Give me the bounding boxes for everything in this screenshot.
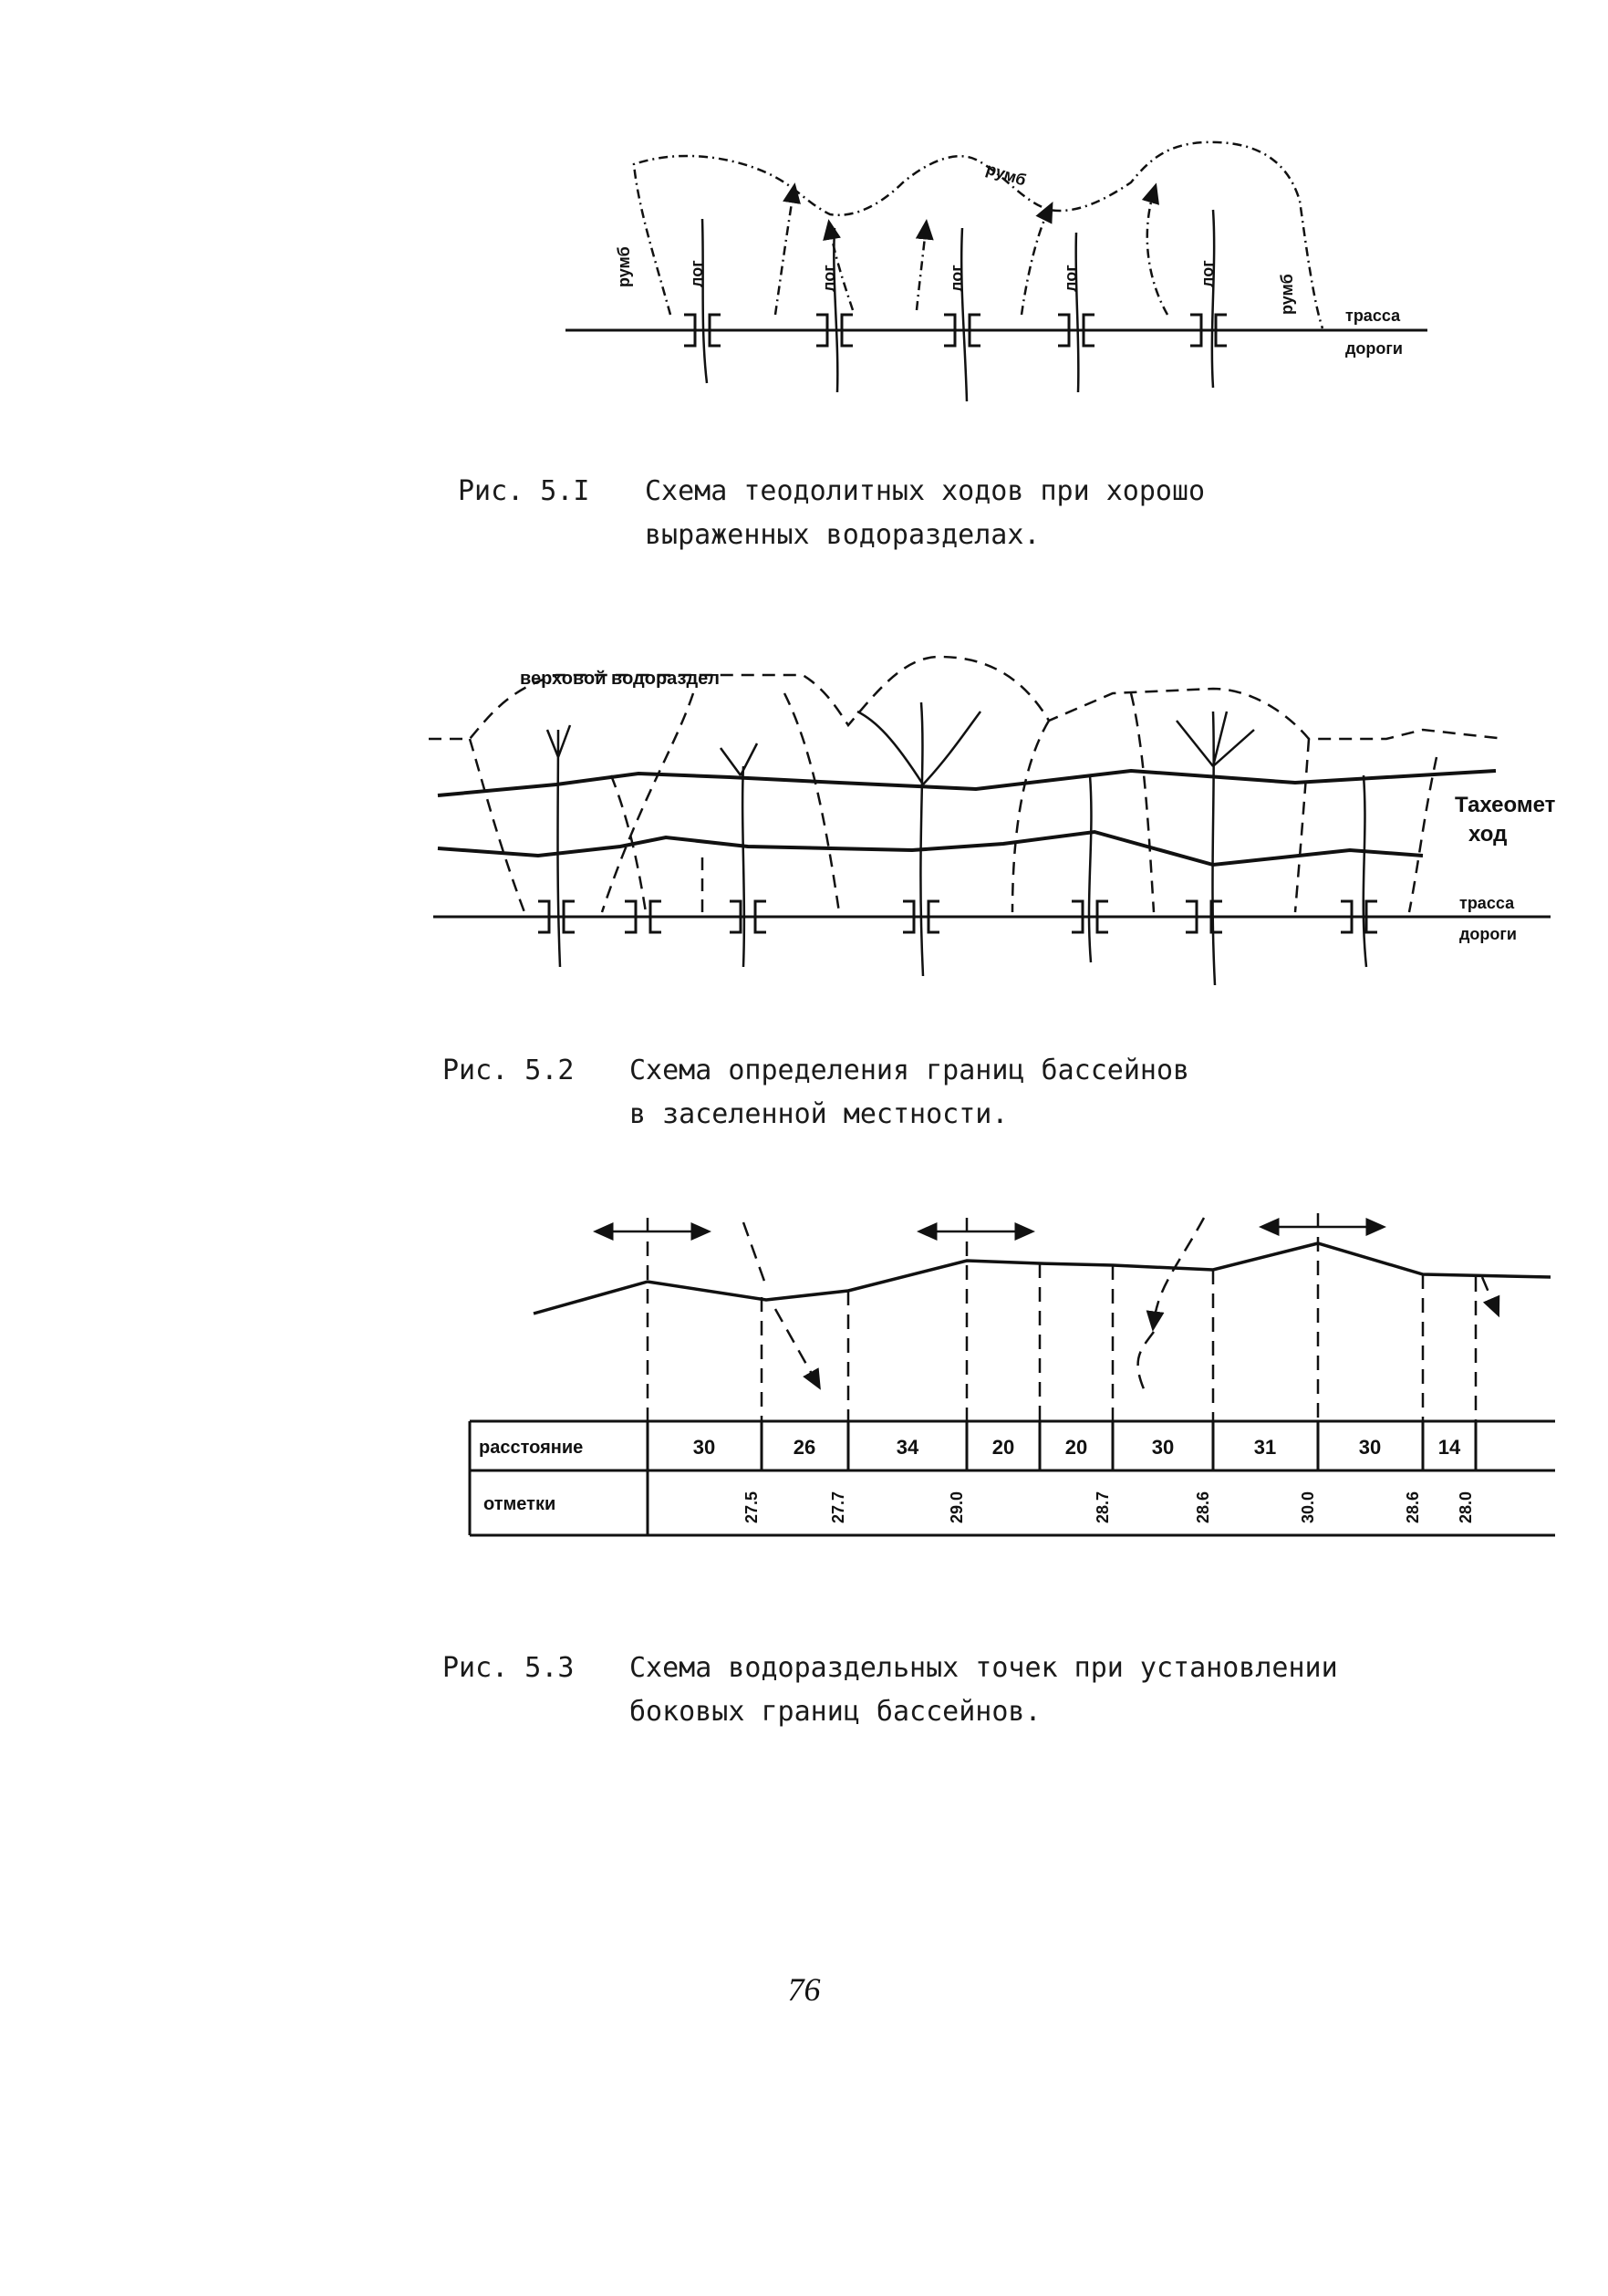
distance-cell: 34 — [896, 1436, 919, 1459]
elevation-cell: 28.7 — [1094, 1491, 1112, 1523]
elevation-cell: 28.6 — [1404, 1491, 1422, 1523]
upper-traverse — [438, 771, 1496, 795]
figure-5-3-diagram — [0, 1195, 1608, 1551]
station-verticals — [648, 1213, 1476, 1421]
page-number: 76 — [787, 1971, 821, 2008]
caption-5-1-line2: выраженных водоразделах. — [645, 519, 1041, 551]
gully-lines — [547, 702, 1366, 985]
caption-5-3-line2: боковых границ бассейнов. — [629, 1696, 1042, 1728]
label-rumb-left: румб — [615, 246, 633, 287]
label-rumb-right: румб — [1278, 274, 1296, 315]
caption-5-3 — [442, 1647, 1338, 1734]
label-log-4: лог — [1062, 265, 1080, 292]
row-label-distance: расстояние — [479, 1438, 584, 1458]
distance-cell: 20 — [991, 1436, 1015, 1459]
figure-5-2 — [0, 639, 1608, 1003]
distance-cell: 30 — [1151, 1436, 1175, 1459]
label-traverse-2: ход — [1468, 822, 1508, 847]
distance-cell: 31 — [1253, 1436, 1277, 1459]
gully-lines — [702, 210, 1214, 401]
figure-5-3 — [0, 1195, 1608, 1551]
caption-5-2 — [442, 1049, 1189, 1137]
distance-cell: 30 — [1358, 1436, 1382, 1459]
traverse-path — [634, 142, 1323, 328]
elevation-cell: 28.6 — [1194, 1491, 1212, 1523]
caption-5-3-line1: Схема водораздельных точек при установлении — [629, 1652, 1338, 1684]
label-traverse-1: Тахеомет — [1455, 793, 1556, 817]
label-route-1: трасса — [1459, 894, 1515, 912]
label-route-1: трасса — [1345, 306, 1401, 325]
distance-cell: 20 — [1064, 1436, 1088, 1459]
divide-arrows — [602, 1227, 1377, 1231]
label-log-5: лог — [1198, 260, 1217, 287]
label-log-3: лог — [948, 265, 966, 292]
row-label-marks: отметки — [483, 1494, 556, 1514]
label-route-2: дороги — [1459, 925, 1517, 943]
caption-5-1-number: Рис. 5.I — [458, 475, 590, 507]
label-rumb-top: румб — [983, 159, 1029, 190]
label-route-2: дороги — [1345, 339, 1403, 358]
figure-5-1 — [0, 128, 1608, 438]
elevation-cell: 28.0 — [1457, 1491, 1475, 1523]
distance-cell: 14 — [1437, 1436, 1461, 1459]
elevation-cell: 27.7 — [829, 1491, 847, 1523]
caption-5-1-line1: Схема теодолитных ходов при хорошо — [645, 475, 1206, 507]
caption-5-2-line2: в заселенной местности. — [629, 1098, 1009, 1130]
distance-cell: 26 — [793, 1436, 816, 1459]
elevation-cell: 27.5 — [742, 1491, 761, 1523]
ground-profile — [534, 1243, 1551, 1314]
caption-5-2-number: Рис. 5.2 — [442, 1054, 575, 1086]
elevation-values — [742, 1491, 1475, 1523]
elevation-cell: 30.0 — [1299, 1491, 1317, 1523]
distance-values — [693, 1436, 1461, 1459]
figure-5-1-diagram — [0, 128, 1608, 438]
drainage-lines — [743, 1218, 1496, 1391]
label-log-2: лог — [820, 265, 838, 292]
caption-5-2-line1: Схема определения границ бассейнов — [629, 1054, 1190, 1086]
label-log-1: лог — [688, 260, 706, 287]
distance-cell: 30 — [692, 1436, 716, 1459]
lower-traverse — [438, 832, 1423, 865]
elevation-cell: 29.0 — [948, 1491, 966, 1523]
figure-5-2-diagram — [0, 639, 1608, 1003]
label-divide: верховой водораздел — [520, 669, 720, 689]
caption-5-1 — [458, 470, 1205, 557]
caption-5-3-number: Рис. 5.3 — [442, 1652, 575, 1684]
